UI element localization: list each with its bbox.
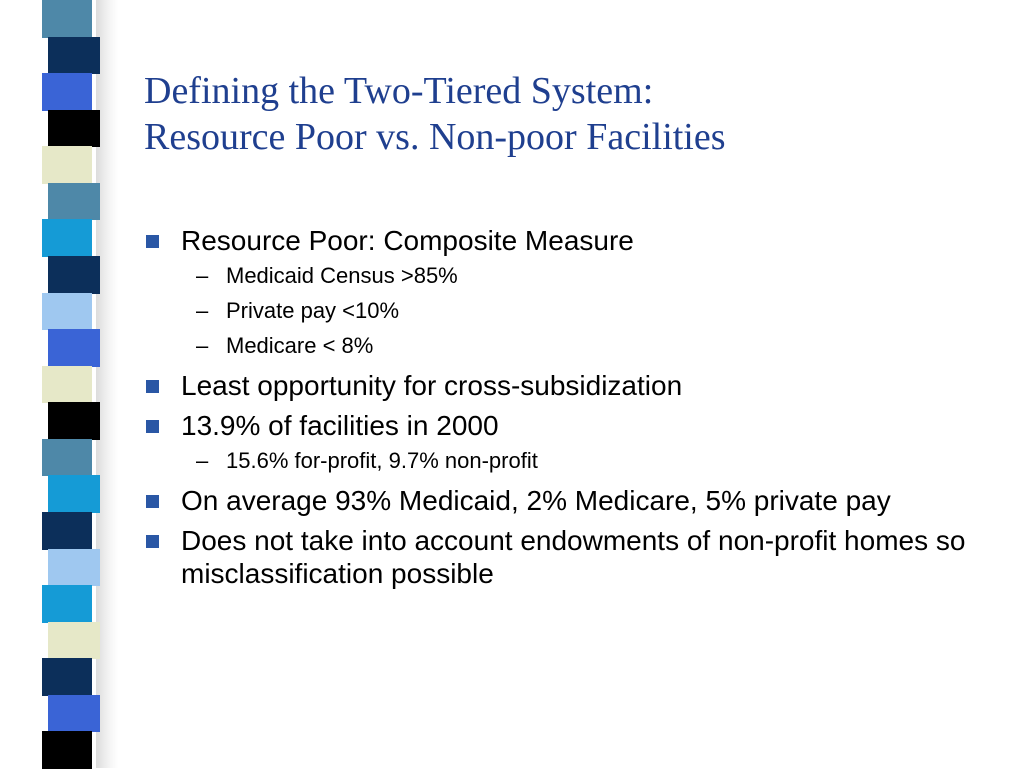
bullet-item bbox=[144, 409, 1004, 442]
stripe-segment bbox=[42, 731, 92, 769]
stripe-segment bbox=[48, 549, 100, 587]
bullet-item bbox=[144, 224, 1004, 257]
stripe-segment bbox=[48, 183, 100, 221]
sub-bullet-item bbox=[144, 332, 1004, 360]
square-bullet-icon bbox=[146, 380, 159, 393]
bullet-text: Least opportunity for cross-subsidization bbox=[181, 370, 683, 401]
bullet-item bbox=[144, 484, 1004, 517]
bullet-text: 13.9% of facilities in 2000 bbox=[181, 410, 499, 441]
stripe-segment bbox=[42, 658, 92, 696]
sub-bullet-text: Medicare < 8% bbox=[226, 333, 374, 358]
stripe-segment bbox=[42, 512, 92, 550]
square-bullet-icon bbox=[146, 235, 159, 248]
bullet-text: Does not take into account endowments of non-profit homes so misclassification possible bbox=[181, 525, 966, 589]
stripe-segment bbox=[48, 402, 100, 440]
stripe-segment bbox=[48, 622, 100, 660]
stripe-segment bbox=[42, 73, 92, 111]
stripe-segment bbox=[42, 366, 92, 404]
sub-bullet-item bbox=[144, 297, 1004, 325]
stripe-segment bbox=[48, 695, 100, 733]
dash-bullet-icon: – bbox=[196, 298, 209, 323]
stripe-segment bbox=[42, 293, 92, 331]
square-bullet-icon bbox=[146, 495, 159, 508]
stripe-segment bbox=[48, 37, 100, 75]
stripe-segment bbox=[42, 146, 92, 184]
dash-bullet-icon: – bbox=[196, 448, 209, 473]
slide-title bbox=[144, 68, 984, 160]
sub-bullet-text: Private pay <10% bbox=[226, 298, 400, 323]
stripe-segment bbox=[48, 329, 100, 367]
stripe-segment bbox=[42, 219, 92, 257]
sub-bullet-text: Medicaid Census >85% bbox=[226, 263, 458, 288]
stripe-segment bbox=[48, 475, 100, 513]
bullet-text: On average 93% Medicaid, 2% Medicare, 5% private pay bbox=[181, 485, 891, 516]
sub-bullet-item bbox=[144, 447, 1004, 475]
square-bullet-icon bbox=[146, 535, 159, 548]
square-bullet-icon bbox=[146, 420, 159, 433]
decorative-stripe-bar bbox=[42, 0, 96, 768]
dash-bullet-icon: – bbox=[196, 263, 209, 288]
bullet-text: Resource Poor: Composite Measure bbox=[181, 225, 634, 256]
sub-bullet-item bbox=[144, 262, 1004, 290]
bullet-list bbox=[144, 224, 1004, 597]
stripe-segment bbox=[42, 0, 92, 38]
stripe-segment bbox=[48, 110, 100, 148]
stripe-segment bbox=[42, 439, 92, 477]
title-line-2: Resource Poor vs. Non-poor Facilities bbox=[144, 116, 726, 158]
dash-bullet-icon: – bbox=[196, 333, 209, 358]
bullet-item bbox=[144, 524, 1004, 590]
stripe-segment bbox=[42, 585, 92, 623]
bullet-item bbox=[144, 369, 1004, 402]
title-line-1: Defining the Two-Tiered System: bbox=[144, 70, 654, 112]
sub-bullet-text: 15.6% for-profit, 9.7% non-profit bbox=[226, 448, 538, 473]
stripe-segment bbox=[48, 256, 100, 294]
